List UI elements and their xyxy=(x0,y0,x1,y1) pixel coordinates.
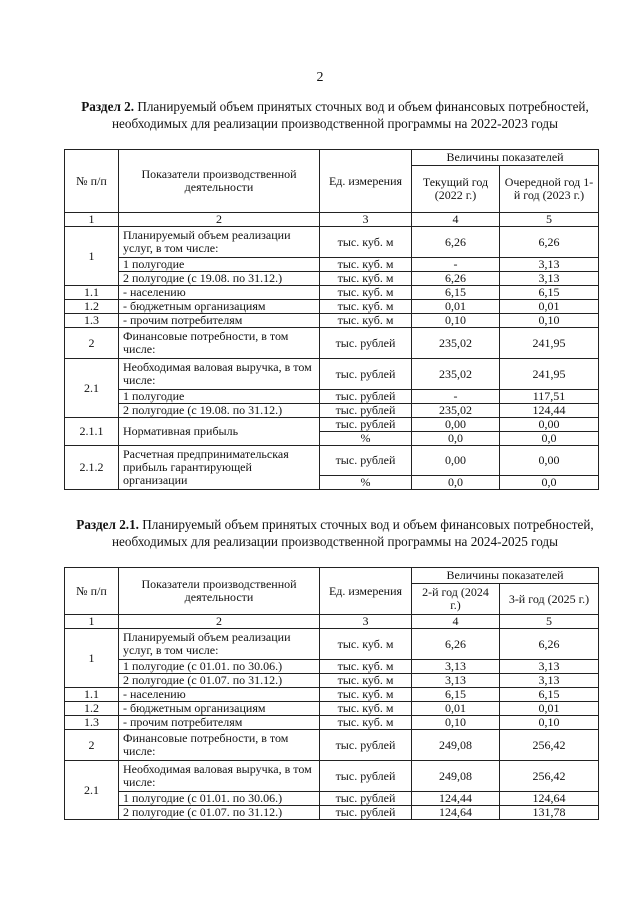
header-col-b: 3-й год (2025 г.) xyxy=(500,584,599,615)
header-col-a: Текущий год (2022 г.) xyxy=(412,166,500,213)
row-value-a: 3,13 xyxy=(412,660,500,674)
row-value-a: 235,02 xyxy=(412,359,500,390)
row-unit: тыс. куб. м xyxy=(320,227,412,258)
row-indicator: - бюджетным организациям xyxy=(119,300,320,314)
row-value-b: 0,00 xyxy=(500,446,599,476)
row-unit: тыс. куб. м xyxy=(320,660,412,674)
row-value-b: 117,51 xyxy=(500,390,599,404)
row-unit: тыс. рублей xyxy=(320,390,412,404)
section-2-title-label: Раздел 2. xyxy=(81,99,135,114)
table-row xyxy=(65,446,599,476)
table-row xyxy=(65,761,599,792)
row-value-a: 3,13 xyxy=(412,674,500,688)
row-value-b: 0,01 xyxy=(500,702,599,716)
table-row xyxy=(65,404,599,418)
row-value-b: 3,13 xyxy=(500,272,599,286)
row-num: 1.3 xyxy=(65,314,119,328)
table-row xyxy=(65,418,599,432)
row-unit: % xyxy=(320,476,412,490)
row-unit: тыс. рублей xyxy=(320,730,412,761)
row-value-a: 124,44 xyxy=(412,792,500,806)
row-value-b: 6,26 xyxy=(500,227,599,258)
row-value-a: 0,10 xyxy=(412,314,500,328)
row-num: 1.2 xyxy=(65,702,119,716)
row-unit: тыс. рублей xyxy=(320,359,412,390)
row-value-b: 131,78 xyxy=(500,806,599,820)
row-unit: тыс. куб. м xyxy=(320,702,412,716)
row-num: 2.1.2 xyxy=(65,446,119,490)
table-row xyxy=(65,660,599,674)
row-indicator: Финансовые потребности, в том числе: xyxy=(119,328,320,359)
row-value-b: 0,00 xyxy=(500,418,599,432)
row-value-b: 3,13 xyxy=(500,660,599,674)
row-indicator: - прочим потребителям xyxy=(119,716,320,730)
table-row xyxy=(65,359,599,390)
section-2-title xyxy=(70,99,600,132)
header-values-group: Величины показателей xyxy=(412,568,599,584)
index-cell: 5 xyxy=(500,213,599,227)
row-value-b: 256,42 xyxy=(500,761,599,792)
row-indicator: 1 полугодие xyxy=(119,258,320,272)
index-cell: 2 xyxy=(119,213,320,227)
row-unit: тыс. куб. м xyxy=(320,300,412,314)
row-num: 2.1 xyxy=(65,761,119,820)
header-unit: Ед. измерения xyxy=(320,150,412,213)
row-value-a: 235,02 xyxy=(412,328,500,359)
row-value-a: 0,0 xyxy=(412,432,500,446)
row-value-a: 6,26 xyxy=(412,629,500,660)
row-num: 1.1 xyxy=(65,286,119,300)
table-row xyxy=(65,806,599,820)
section-2-title-text: Планируемый объем принятых сточных вод и объем финансовых потребностей, необходимых для реализации производственной программы на 2022-2023 годы xyxy=(112,99,589,131)
section-2-1-title-label: Раздел 2.1. xyxy=(76,517,139,532)
row-indicator: Необходимая валовая выручка, в том числе: xyxy=(119,359,320,390)
section-2-1-title xyxy=(70,517,600,550)
header-col-a: 2-й год (2024 г.) xyxy=(412,584,500,615)
row-value-a: 6,26 xyxy=(412,272,500,286)
row-unit: % xyxy=(320,432,412,446)
row-value-b: 124,64 xyxy=(500,792,599,806)
header-unit: Ед. измерения xyxy=(320,568,412,615)
table-row xyxy=(65,213,599,227)
row-unit: тыс. рублей xyxy=(320,761,412,792)
row-num: 1 xyxy=(65,227,119,286)
row-unit: тыс. рублей xyxy=(320,806,412,820)
header-num: № п/п xyxy=(65,150,119,213)
row-indicator: Нормативная прибыль xyxy=(119,418,320,446)
row-value-a: 0,01 xyxy=(412,300,500,314)
row-value-a: 6,15 xyxy=(412,688,500,702)
row-num: 2 xyxy=(65,730,119,761)
row-value-b: 6,15 xyxy=(500,688,599,702)
index-cell: 3 xyxy=(320,213,412,227)
row-value-a: 0,00 xyxy=(412,418,500,432)
header-indicator: Показатели производственной деятельности xyxy=(119,150,320,213)
table-row xyxy=(65,688,599,702)
row-indicator: 2 полугодие (с 19.08. по 31.12.) xyxy=(119,272,320,286)
row-unit: тыс. куб. м xyxy=(320,258,412,272)
table-row xyxy=(65,629,599,660)
row-value-a: 6,15 xyxy=(412,286,500,300)
row-value-b: 0,10 xyxy=(500,716,599,730)
row-unit: тыс. куб. м xyxy=(320,688,412,702)
row-value-b: 241,95 xyxy=(500,328,599,359)
row-unit: тыс. рублей xyxy=(320,418,412,432)
row-num: 1.1 xyxy=(65,688,119,702)
index-cell: 5 xyxy=(500,615,599,629)
row-indicator: - прочим потребителям xyxy=(119,314,320,328)
row-indicator: 2 полугодие (с 01.07. по 31.12.) xyxy=(119,674,320,688)
row-indicator: 1 полугодие (с 01.01. по 30.06.) xyxy=(119,792,320,806)
table-row xyxy=(65,286,599,300)
row-value-b: 0,10 xyxy=(500,314,599,328)
table-row xyxy=(65,328,599,359)
row-num: 2 xyxy=(65,328,119,359)
index-cell: 2 xyxy=(119,615,320,629)
row-indicator: 1 полугодие xyxy=(119,390,320,404)
row-value-b: 0,0 xyxy=(500,476,599,490)
section-2-table xyxy=(64,149,599,490)
page-number: 2 xyxy=(316,70,324,85)
row-unit: тыс. куб. м xyxy=(320,716,412,730)
row-indicator: Планируемый объем реализации услуг, в том числе: xyxy=(119,629,320,660)
row-unit: тыс. рублей xyxy=(320,404,412,418)
index-cell: 1 xyxy=(65,615,119,629)
row-unit: тыс. куб. м xyxy=(320,629,412,660)
index-cell: 4 xyxy=(412,213,500,227)
row-indicator: - населению xyxy=(119,688,320,702)
row-unit: тыс. куб. м xyxy=(320,674,412,688)
row-value-a: 235,02 xyxy=(412,404,500,418)
table-row xyxy=(65,702,599,716)
row-indicator: 2 полугодие (с 01.07. по 31.12.) xyxy=(119,806,320,820)
table-row xyxy=(65,390,599,404)
row-value-b: 256,42 xyxy=(500,730,599,761)
row-value-b: 241,95 xyxy=(500,359,599,390)
row-indicator: Необходимая валовая выручка, в том числе: xyxy=(119,761,320,792)
row-num: 1 xyxy=(65,629,119,688)
row-unit: тыс. куб. м xyxy=(320,272,412,286)
row-value-b: 124,44 xyxy=(500,404,599,418)
row-value-b: 6,15 xyxy=(500,286,599,300)
row-indicator: 2 полугодие (с 19.08. по 31.12.) xyxy=(119,404,320,418)
table-row xyxy=(65,730,599,761)
index-cell: 3 xyxy=(320,615,412,629)
section-2-1-title-text: Планируемый объем принятых сточных вод и объем финансовых потребностей, необходимых для реализации производственной программы на 2024-2025 годы xyxy=(112,517,594,549)
header-col-b: Очередной год 1-й год (2023 г.) xyxy=(500,166,599,213)
table-row xyxy=(65,792,599,806)
header-num: № п/п xyxy=(65,568,119,615)
row-value-a: 249,08 xyxy=(412,730,500,761)
header-values-group: Величины показателей xyxy=(412,150,599,166)
row-indicator: Расчетная предпринимательская прибыль гарантирующей организации xyxy=(119,446,320,490)
table-row xyxy=(65,716,599,730)
row-value-a: 6,26 xyxy=(412,227,500,258)
table-row xyxy=(65,314,599,328)
table-row xyxy=(65,272,599,286)
index-cell: 4 xyxy=(412,615,500,629)
row-value-b: 3,13 xyxy=(500,258,599,272)
row-num: 2.1 xyxy=(65,359,119,418)
table-row xyxy=(65,615,599,629)
row-value-a: 249,08 xyxy=(412,761,500,792)
header-indicator: Показатели производственной деятельности xyxy=(119,568,320,615)
row-indicator: - населению xyxy=(119,286,320,300)
row-value-a: - xyxy=(412,258,500,272)
row-unit: тыс. рублей xyxy=(320,328,412,359)
row-value-a: - xyxy=(412,390,500,404)
row-value-b: 0,0 xyxy=(500,432,599,446)
index-cell: 1 xyxy=(65,213,119,227)
row-value-a: 124,64 xyxy=(412,806,500,820)
row-unit: тыс. куб. м xyxy=(320,286,412,300)
row-value-a: 0,0 xyxy=(412,476,500,490)
table-row xyxy=(65,300,599,314)
row-unit: тыс. рублей xyxy=(320,446,412,476)
table-row xyxy=(65,227,599,258)
row-indicator: - бюджетным организациям xyxy=(119,702,320,716)
row-num: 1.2 xyxy=(65,300,119,314)
row-value-b: 3,13 xyxy=(500,674,599,688)
table-row xyxy=(65,674,599,688)
row-num: 1.3 xyxy=(65,716,119,730)
row-value-a: 0,10 xyxy=(412,716,500,730)
section-2-1-table xyxy=(64,567,599,820)
row-unit: тыс. рублей xyxy=(320,792,412,806)
row-value-b: 0,01 xyxy=(500,300,599,314)
row-value-a: 0,01 xyxy=(412,702,500,716)
row-indicator: Планируемый объем реализации услуг, в том числе: xyxy=(119,227,320,258)
row-num: 2.1.1 xyxy=(65,418,119,446)
row-indicator: 1 полугодие (с 01.01. по 30.06.) xyxy=(119,660,320,674)
row-indicator: Финансовые потребности, в том числе: xyxy=(119,730,320,761)
row-value-b: 6,26 xyxy=(500,629,599,660)
table-row xyxy=(65,258,599,272)
row-unit: тыс. куб. м xyxy=(320,314,412,328)
row-value-a: 0,00 xyxy=(412,446,500,476)
